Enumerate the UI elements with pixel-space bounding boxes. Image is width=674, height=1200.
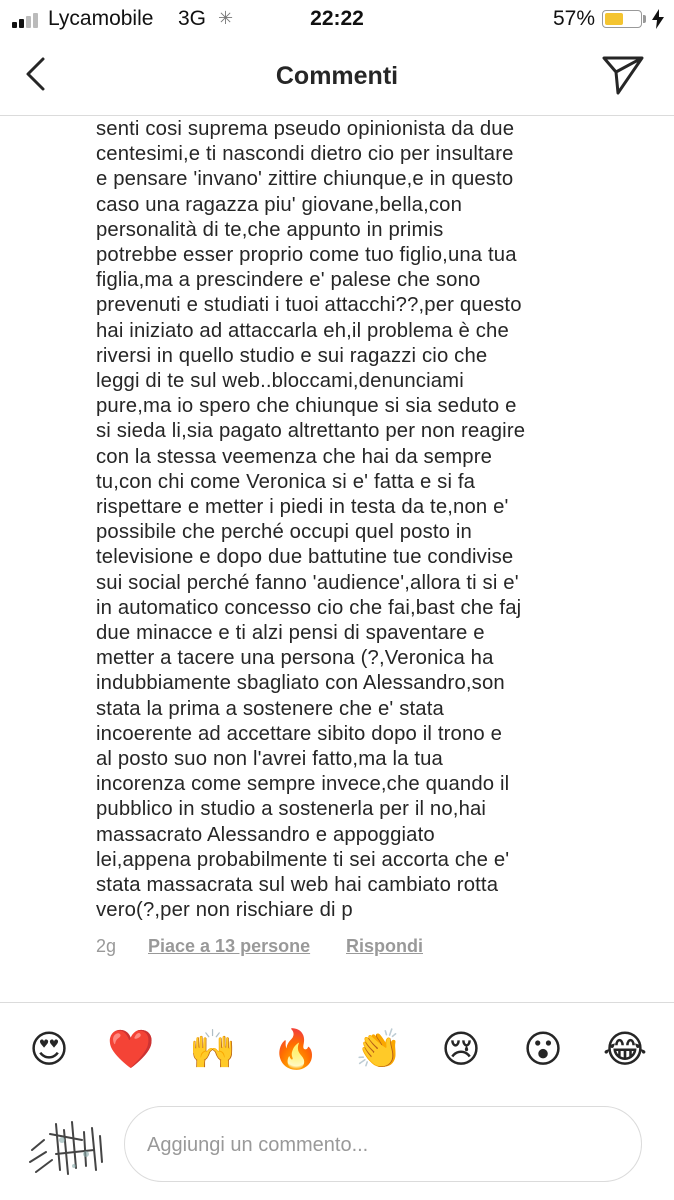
- battery-icon: [602, 10, 642, 28]
- raised-hands-icon[interactable]: 🙌: [189, 1029, 237, 1071]
- comment-line: in automatico concesso cio che fai,bast che faj: [96, 596, 522, 619]
- send-direct-button[interactable]: [600, 52, 646, 98]
- reply-button[interactable]: Rispondi: [346, 936, 423, 956]
- comment-line: con la stessa veemenza che hai da sempre: [96, 445, 493, 468]
- comment-input-container: [124, 1106, 642, 1182]
- comment-line: e pensare 'invano' zittire chiunque,e in questo: [96, 168, 514, 191]
- red-heart-icon[interactable]: ❤️: [107, 1029, 155, 1071]
- comment-line: sui social perché fanno 'audience',allora ti si e': [96, 571, 519, 594]
- comment-line: potrebbe esser proprio come tuo figlio,una tua: [96, 244, 517, 267]
- likes-link[interactable]: Piace a 13 persone: [148, 936, 311, 956]
- comment-line: vero(?,per non rischiare di p: [96, 899, 353, 922]
- activity-spinner-icon: ✳: [218, 8, 234, 28]
- comment-line: incorenza come sempre invece,che quando il: [96, 773, 510, 796]
- clock: 22:22: [310, 7, 364, 30]
- surprised-face-icon[interactable]: 😮: [523, 1029, 563, 1071]
- emoji-quick-bar: [0, 1026, 674, 1078]
- comment-line: incoerente ad accettare sibito dopo il trono e: [96, 722, 503, 745]
- comment-line: leggi di te sul web..bloccami,denunciami: [96, 370, 464, 393]
- comment-line: riversi in quello studio e sui ragazzi cio che: [96, 344, 488, 367]
- crying-face-icon[interactable]: 😢: [441, 1029, 481, 1071]
- network-type: 3G: [178, 7, 207, 30]
- comment-line: figlia,ma a prescindere e' palese che sono: [96, 269, 481, 292]
- comment-line: prevenuti e studiati i tuoi attacchi??,per questo: [96, 294, 522, 317]
- comment-line: pubblico in studio a sostenerla per il no,hai: [96, 798, 487, 821]
- comment-line: al posto suo non l'avrei fatto,ma la tua: [96, 748, 443, 771]
- comment-line: senti cosi suprema pseudo opinionista da due: [96, 118, 515, 140]
- comment-line: stata massacrata sul web hai cambiato rotta: [96, 874, 499, 897]
- comment-line: caso una ragazza piu' giovane,bella,con: [96, 193, 463, 216]
- divider: [0, 1002, 674, 1003]
- comment-line: possibile che perché occupi quel posto in: [96, 521, 472, 544]
- heart-eyes-icon[interactable]: 😍: [29, 1029, 69, 1071]
- battery-level: [605, 13, 623, 25]
- battery-percentage: 57%: [553, 7, 596, 30]
- comment-line: due minacce e ti alzi pensi di spaventare e: [96, 622, 485, 645]
- comment-input[interactable]: [145, 1125, 619, 1165]
- header-bar: [0, 38, 674, 116]
- comment-line: televisione e dopo due battutine tue condivise: [96, 546, 514, 569]
- comment-line: si sieda li,sia pagato altrettanto per non reagire: [96, 420, 526, 443]
- comment-line: hai iniziato ad attaccarla eh,il problema è che: [96, 319, 509, 342]
- page-title: Commenti: [275, 62, 399, 90]
- comment-age: 2g: [96, 936, 117, 956]
- charging-bolt-icon: [651, 9, 665, 29]
- comment-line: metter a tacere una persona (?,Veronica ha: [96, 647, 494, 670]
- tears-of-joy-icon[interactable]: 😂: [602, 1029, 648, 1071]
- comment-line: massacrato Alessandro e appoggiato: [96, 823, 435, 846]
- carrier-name: Lycamobile: [48, 7, 154, 30]
- comment-line: rispettare e metter i piedi in testa da te,non e': [96, 496, 509, 519]
- comment-line: personalità di te,che appunto in primis: [96, 218, 444, 241]
- battery-tip: [643, 15, 646, 23]
- comment-line: stata la prima a sostenere che e' stata: [96, 697, 444, 720]
- comment-text: [96, 117, 586, 924]
- fire-icon[interactable]: 🔥: [272, 1029, 320, 1071]
- avatar: [26, 1110, 110, 1180]
- comment-line: indubbiamente sbagliato con Alessandro,son: [96, 672, 505, 695]
- comment-line: centesimi,e ti nascondi dietro cio per insultare: [96, 143, 514, 166]
- clapping-hands-icon[interactable]: 👏: [355, 1029, 403, 1071]
- comment-line: pure,ma io spero che chiunque si sia seduto e: [96, 395, 517, 418]
- status-bar: [0, 0, 674, 38]
- comment-line: lei,appena probabilmente ti sei accorta che e': [96, 848, 510, 871]
- comment-line: tu,con chi come Veronica si e' fatta e si fa: [96, 470, 476, 493]
